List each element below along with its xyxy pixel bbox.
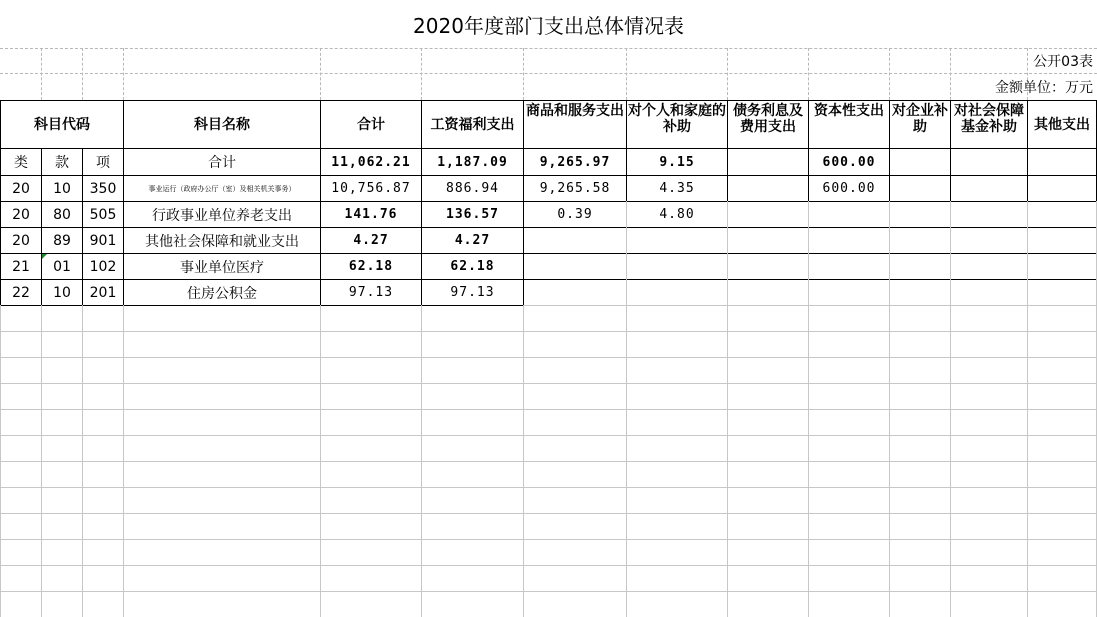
row-kuan: 89 — [53, 232, 71, 249]
row-name: 住房公积金 — [187, 285, 257, 302]
grid-line — [41, 305, 42, 617]
row-wages: 4.27 — [454, 233, 491, 248]
grid-line — [0, 565, 1097, 566]
form-number: 公开03表 — [1033, 54, 1093, 70]
grid-line — [123, 305, 124, 617]
row-xiang: 505 — [89, 206, 117, 223]
grid-line — [0, 539, 1097, 540]
row-xiang: 201 — [89, 284, 117, 301]
row-total: 141.76 — [344, 207, 398, 222]
row-personal: 9.15 — [659, 154, 695, 170]
header-total: 合计 — [357, 116, 385, 133]
grid-line — [808, 48, 809, 100]
grid-line — [41, 48, 42, 100]
grid-line — [0, 409, 1097, 410]
grid-line — [0, 513, 1097, 514]
row-lei: 20 — [12, 180, 30, 197]
row-personal: 4.35 — [659, 181, 695, 196]
row-kuan: 10 — [53, 284, 71, 301]
row-wages: 136.57 — [446, 207, 499, 222]
grid-line — [0, 591, 1097, 592]
row-wages: 62.18 — [450, 259, 495, 274]
row-total: 10,756.87 — [331, 181, 411, 196]
grid-line — [626, 201, 627, 617]
page-title: 2020年度部门支出总体情况表 — [413, 13, 684, 38]
row-lei: 20 — [12, 206, 30, 223]
grid-line — [123, 48, 124, 100]
grid-line — [0, 487, 1097, 488]
row-personal: 4.80 — [659, 207, 695, 222]
row-lei: 22 — [12, 284, 30, 301]
header-subject-code: 科目代码 — [34, 116, 90, 133]
row-total: 62.18 — [348, 259, 394, 274]
grid-line — [82, 305, 83, 617]
header-wages: 工资福利支出 — [430, 116, 515, 133]
grid-line — [320, 48, 321, 100]
grid-line — [727, 48, 728, 100]
grid-line — [0, 73, 1097, 74]
row-xiang: 901 — [89, 232, 117, 249]
header-enterprise: 对企业补助 — [892, 103, 948, 135]
row-name: 事业单位医疗 — [180, 259, 264, 276]
row-wages: 1,187.09 — [437, 154, 508, 170]
grid-line — [727, 201, 728, 617]
grid-line — [626, 48, 627, 100]
grid-line — [950, 100, 951, 201]
grid-line — [421, 305, 422, 617]
header-kuan: 款 — [55, 155, 69, 171]
header-capital: 资本性支出 — [814, 103, 884, 119]
row-name: 事业运行（政府办公厅（室）及相关机关事务） — [148, 184, 296, 193]
row-lei: 20 — [12, 232, 30, 249]
grid-line — [0, 357, 1097, 358]
grid-line — [889, 201, 890, 617]
header-debt: 债务利息及费用支出 — [733, 103, 803, 135]
grid-line — [889, 100, 890, 201]
grid-line — [0, 48, 1097, 49]
row-wages: 886.94 — [446, 181, 499, 196]
row-goods: 9,265.97 — [539, 154, 611, 170]
grid-line — [0, 383, 1097, 384]
grid-line — [320, 305, 321, 617]
header-other: 其他支出 — [1034, 116, 1090, 133]
row-kuan: 80 — [53, 206, 71, 223]
row-goods: 9,265.58 — [539, 181, 611, 196]
row-total: 97.13 — [348, 285, 394, 300]
row-total: 11,062.21 — [331, 154, 411, 170]
header-goods: 商品和服务支出 — [526, 103, 624, 119]
header-personal: 对个人和家庭的补助 — [628, 103, 726, 135]
header-subject-name: 科目名称 — [194, 116, 250, 133]
grid-line — [523, 305, 1097, 306]
row-name: 合计 — [208, 155, 236, 171]
row-xiang: 350 — [89, 180, 117, 197]
row-kuan: 01 — [53, 258, 71, 275]
grid-line — [1027, 201, 1028, 617]
header-lei: 类 — [14, 155, 28, 171]
grid-line — [889, 48, 890, 100]
grid-line — [808, 201, 809, 617]
row-kuan: 10 — [53, 180, 71, 197]
header-xiang: 项 — [96, 155, 110, 171]
grid-line — [523, 48, 524, 100]
unit-label: 金额单位：万元 — [995, 80, 1093, 96]
row-name: 行政事业单位养老支出 — [152, 207, 292, 224]
grid-line — [0, 305, 523, 306]
grid-line — [421, 48, 422, 100]
header-social-security: 对社会保障基金补助 — [954, 103, 1024, 135]
row-wages: 97.13 — [450, 285, 495, 300]
row-goods: 0.39 — [557, 207, 593, 222]
row-lei: 21 — [12, 258, 30, 275]
row-xiang: 102 — [89, 258, 117, 275]
row-capital: 600.00 — [822, 181, 876, 196]
grid-line — [82, 48, 83, 100]
grid-line — [950, 201, 951, 617]
grid-line — [0, 305, 1, 617]
row-capital: 600.00 — [822, 154, 876, 170]
grid-line — [523, 305, 524, 617]
grid-line — [0, 461, 1097, 462]
row-total: 4.27 — [353, 233, 389, 248]
row-name: 其他社会保障和就业支出 — [145, 233, 299, 250]
grid-line — [0, 331, 1097, 332]
grid-line — [727, 100, 728, 201]
grid-line — [0, 435, 1097, 436]
